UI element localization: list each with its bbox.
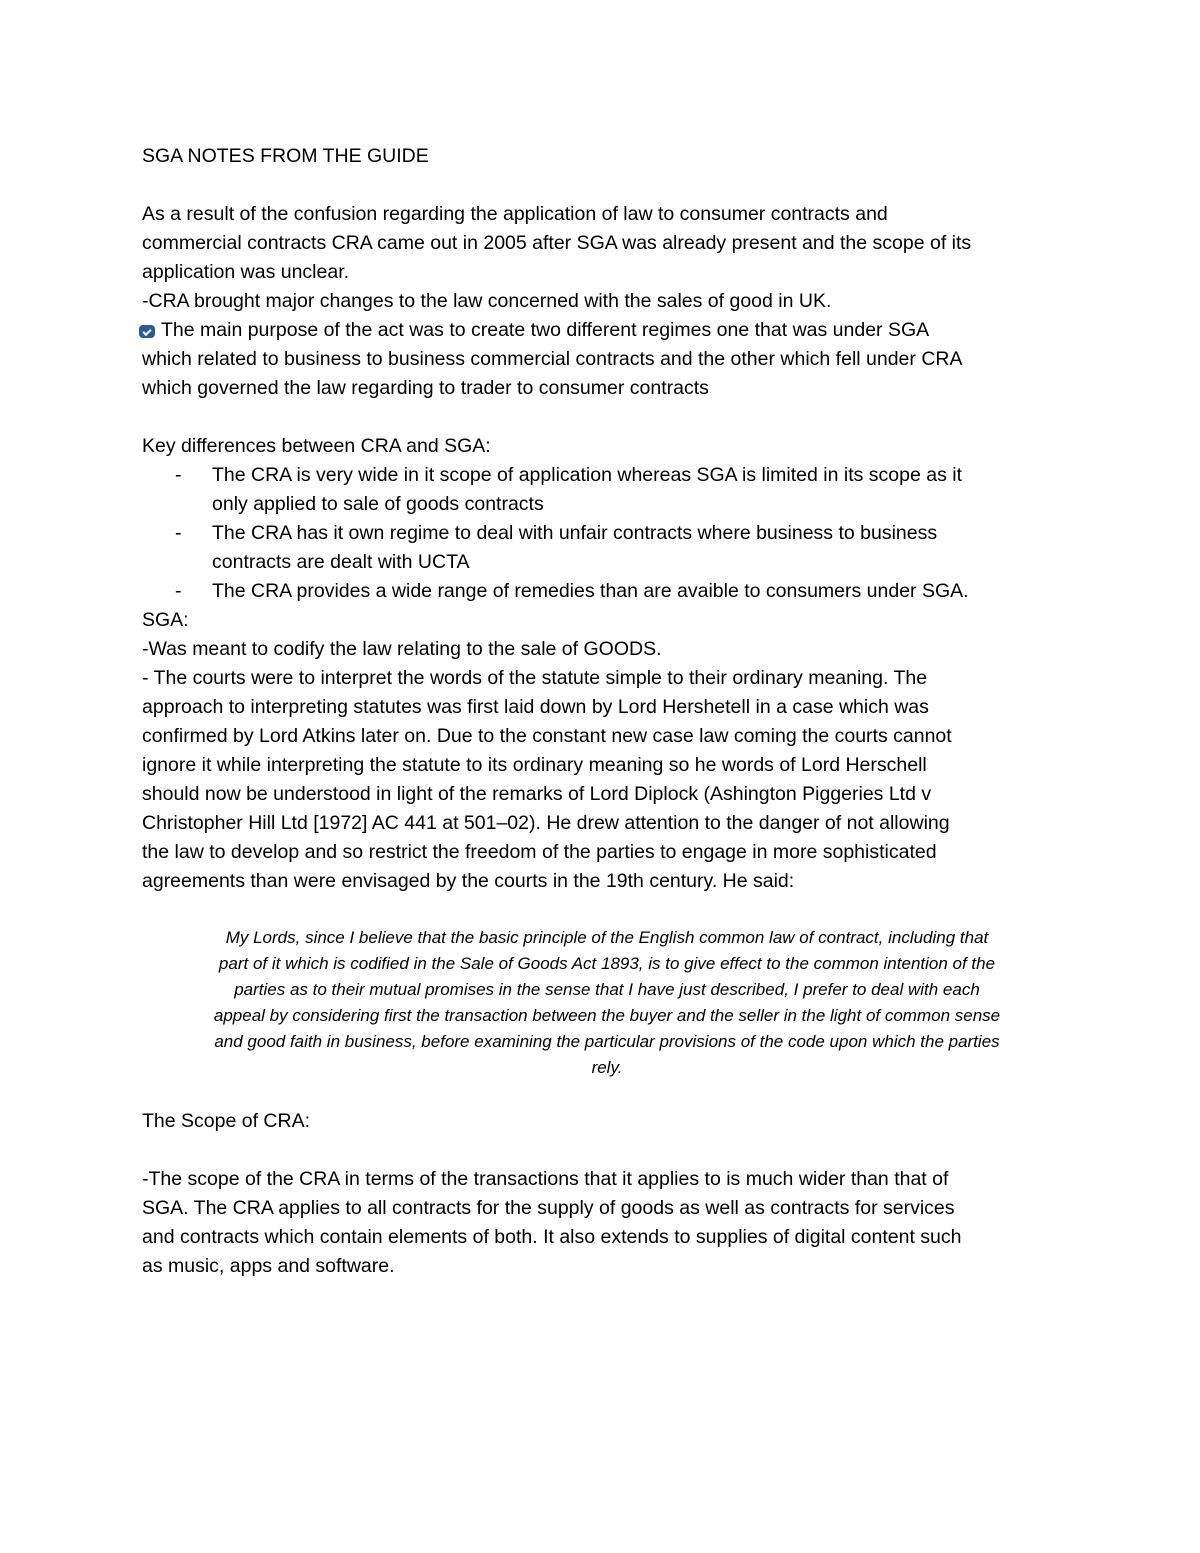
cra-paragraph: [142, 1165, 1072, 1281]
list-item: [142, 577, 1072, 606]
bullet-dash: -: [175, 464, 182, 486]
quote-line: appeal by considering first the transaction between the buyer and the seller in the light of common sense: [213, 1006, 1001, 1025]
diplock-quote: [142, 925, 1072, 1081]
document-page: [142, 142, 1072, 1281]
quote-line: and good faith in business, before examining the particular provisions of the code upon which the parties: [214, 1032, 1000, 1051]
sga-line: the law to develop and so restrict the freedom of the parties to engage in more sophisticated: [142, 841, 937, 863]
purpose-line: which related to business to business commercial contracts and the other which fell under CRA: [142, 348, 963, 370]
cra-line: -The scope of the CRA in terms of the transactions that it applies to is much wider than that of: [142, 1168, 949, 1190]
list-item-line: contracts are dealt with UCTA: [212, 551, 470, 573]
quote-line: rely.: [591, 1058, 623, 1077]
intro-line: application was unclear.: [142, 261, 350, 283]
intro-line: As a result of the confusion regarding the application of law to consumer contracts and: [142, 203, 888, 225]
list-item-line: The CRA provides a wide range of remedies than are avaible to consumers under SGA.: [212, 580, 969, 602]
quote-line: My Lords, since I believe that the basic principle of the English common law of contract, including that: [225, 928, 989, 947]
list-item: [142, 519, 1072, 577]
sga-line: -Was meant to codify the law relating to the sale of GOODS.: [142, 638, 662, 660]
sga-line: ignore it while interpreting the statute to its ordinary meaning so he words of Lord Herschell: [142, 754, 927, 776]
sga-heading: SGA:: [142, 609, 189, 631]
list-item-line: The CRA has it own regime to deal with unfair contracts where business to business: [212, 522, 938, 544]
key-differences-list: [142, 461, 1072, 606]
list-item: [142, 461, 1072, 519]
list-item-line: only applied to sale of goods contracts: [212, 493, 544, 515]
cra-line: SGA. The CRA applies to all contracts for the supply of goods as well as contracts for services: [142, 1197, 955, 1219]
cra-line: as music, apps and software.: [142, 1255, 395, 1277]
sga-line: approach to interpreting statutes was first laid down by Lord Hershetell in a case which was: [142, 696, 929, 718]
sga-paragraph: [142, 635, 1072, 896]
sga-line: - The courts were to interpret the words of the statute simple to their ordinary meaning. The: [142, 667, 928, 689]
sga-line: agreements than were envisaged by the courts in the 19th century. He said:: [142, 870, 795, 892]
purpose-paragraph: [142, 316, 1072, 403]
document-title: SGA NOTES FROM THE GUIDE: [142, 145, 429, 167]
comment-icon[interactable]: [139, 325, 155, 338]
intro-line: -CRA brought major changes to the law concerned with the sales of good in UK.: [142, 290, 832, 312]
intro-paragraph: [142, 200, 1072, 316]
quote-line: part of it which is codified in the Sale of Goods Act 1893, is to give effect to the common intention of the: [218, 954, 996, 973]
purpose-line: The main purpose of the act was to create two different regimes one that was under SGA: [161, 319, 930, 341]
key-differences-heading: Key differences between CRA and SGA:: [142, 435, 491, 457]
sga-line: confirmed by Lord Atkins later on. Due to the constant new case law coming the courts cannot: [142, 725, 952, 747]
list-item-line: The CRA is very wide in it scope of application whereas SGA is limited in its scope as it: [212, 464, 962, 486]
sga-line: should now be understood in light of the remarks of Lord Diplock (Ashington Piggeries Ltd v: [142, 783, 932, 805]
cra-line: and contracts which contain elements of both. It also extends to supplies of digital content such: [142, 1226, 962, 1248]
bullet-dash: -: [175, 580, 182, 602]
purpose-line: which governed the law regarding to trader to consumer contracts: [142, 377, 709, 399]
quote-line: parties as to their mutual promises in the sense that I have just described, I prefer to deal with each: [234, 980, 980, 999]
bullet-dash: -: [175, 522, 182, 544]
intro-line: commercial contracts CRA came out in 2005 after SGA was already present and the scope of its: [142, 232, 972, 254]
sga-line: Christopher Hill Ltd [1972] AC 441 at 501–02). He drew attention to the danger of not allowing: [142, 812, 950, 834]
cra-heading: The Scope of CRA:: [142, 1110, 310, 1132]
